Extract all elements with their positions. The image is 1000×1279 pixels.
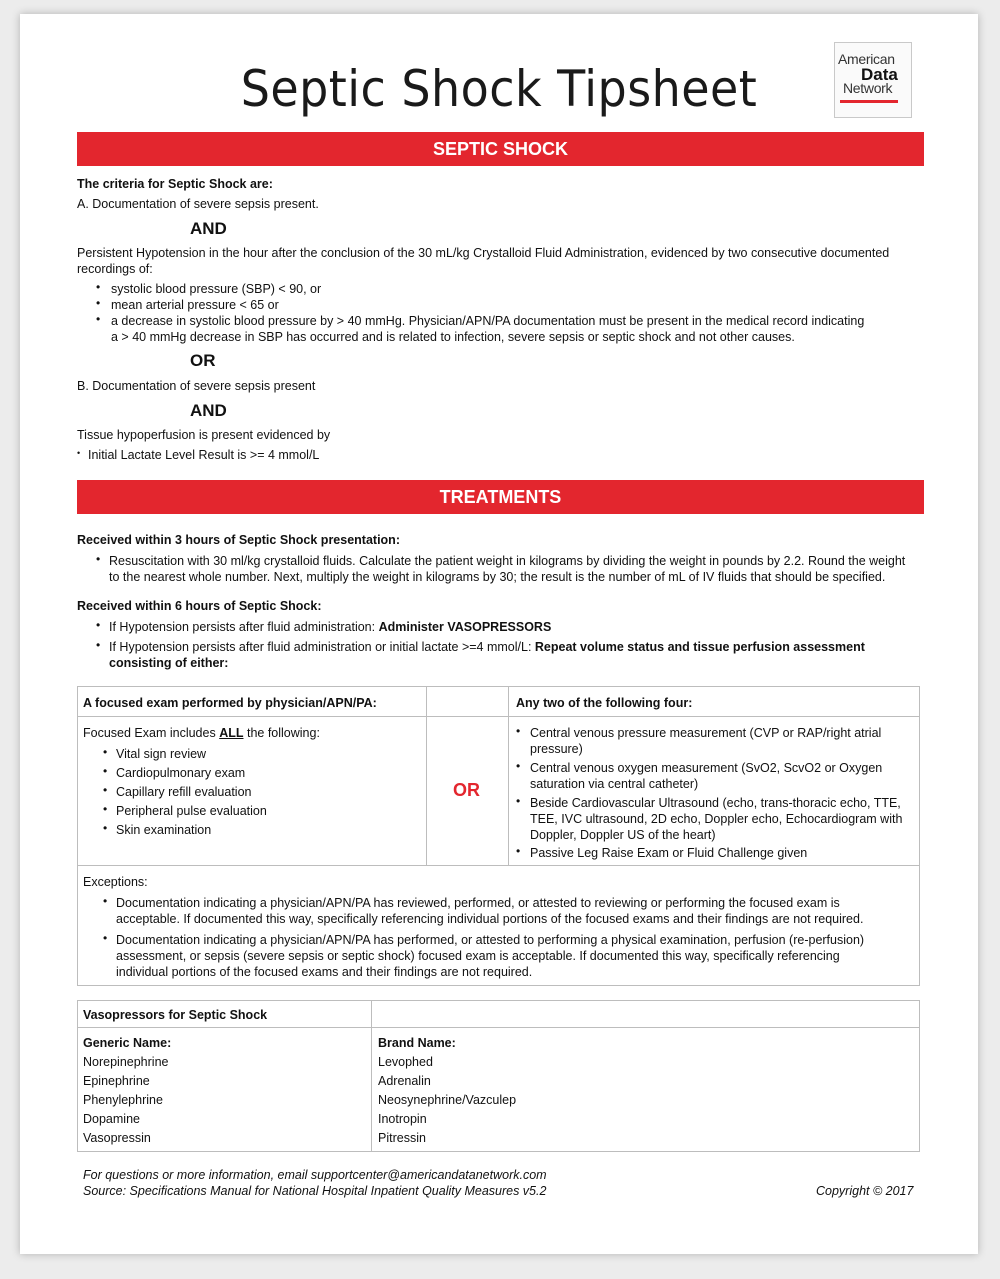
focused-exam-header: A focused exam performed by physician/APN/PA: (83, 696, 377, 710)
brand-name: Inotropin (378, 1112, 427, 1126)
or-1: OR (190, 351, 216, 370)
bullet-icon: • (77, 448, 81, 458)
and-2: AND (190, 401, 227, 420)
generic-name-header: Generic Name: (83, 1036, 172, 1050)
ultrasound-line-1: Beside Cardiovascular Ultrasound (echo, trans-thoracic echo, TTE, (530, 796, 901, 810)
exam-item: Skin examination (116, 823, 212, 837)
svo2-line-2: saturation via central catheter) (530, 777, 699, 791)
exception-2-line-2: assessment, or sepsis (severe sepsis or septic shock) focused exam is acceptable. If documented this way, specifically referencing (116, 949, 840, 963)
received-6-hours: Received within 6 hours of Septic Shock: (77, 599, 322, 613)
focused-exam-intro (83, 725, 320, 741)
bullet-icon: • (516, 724, 521, 738)
cvp-line-1: Central venous pressure measurement (CVP or RAP/right atrial (530, 726, 882, 740)
generic-name: Norepinephrine (83, 1055, 169, 1069)
lactate-bullet: Initial Lactate Level Result is >= 4 mmol/L (88, 448, 320, 462)
generic-name: Vasopressin (83, 1131, 151, 1145)
brand-name-header: Brand Name: (378, 1036, 456, 1050)
criteria-label: The criteria for Septic Shock are: (77, 177, 273, 191)
bullet-icon: • (96, 638, 101, 652)
administer-vasopressors: Administer VASOPRESSORS (378, 620, 552, 634)
repeat-assessment-bold-cont: consisting of either: (109, 656, 229, 670)
source-line: Source: Specifications Manual for National Hospital Inpatient Quality Measures v5.2 (83, 1184, 547, 1198)
tipsheet-page (20, 14, 978, 1254)
criteria-bullet-3: a decrease in systolic blood pressure by > 40 mmHg. Physician/APN/PA documentation must be present in the medical record indicating (111, 314, 865, 328)
repeat-assessment-bold: Repeat volume status and tissue perfusion assessment (534, 640, 865, 654)
table-divider (77, 1027, 920, 1028)
leg-raise-item: Passive Leg Raise Exam or Fluid Challenge given (530, 846, 808, 860)
treatments-heading: TREATMENTS (77, 480, 924, 514)
bullet-icon: • (103, 745, 108, 759)
logo-line-2: Data (861, 65, 898, 84)
bullet-icon: • (103, 783, 108, 797)
received-3-hours: Received within 3 hours of Septic Shock presentation: (77, 533, 400, 547)
exam-item: Cardiopulmonary exam (116, 766, 246, 780)
table-divider (77, 716, 920, 717)
bullet-icon: • (103, 931, 108, 945)
table-divider (508, 686, 509, 865)
ultrasound-line-3: Doppler, Doppler US of the heart) (530, 828, 716, 842)
criteria-b: B. Documentation of severe sepsis present (77, 379, 316, 393)
table-divider (371, 1000, 372, 1152)
bullet-icon: • (516, 759, 521, 773)
repeat-assessment-text: If Hypotension persists after fluid administration or initial lactate >=4 mmol/L: (109, 640, 535, 654)
vasopressor-table-title: Vasopressors for Septic Shock (83, 1008, 268, 1022)
criteria-bullet-3-cont: a > 40 mmHg decrease in SBP has occurred and is related to infection, severe sepsis or septic shock and not other causes. (111, 330, 795, 344)
bullet-icon: • (103, 764, 108, 778)
bullet-icon: • (516, 794, 521, 808)
logo-line-1: American (838, 51, 895, 67)
table-divider (426, 686, 427, 865)
exception-1-line-2: acceptable. If documented this way, specifically referencing individual portions of the focused exams and their findings are not required. (116, 912, 864, 926)
criteria-bullet-2: mean arterial pressure < 65 or (111, 298, 279, 312)
exam-item: Vital sign review (116, 747, 207, 761)
exception-2-line-1: Documentation indicating a physician/APN/PA has performed, or attested to performing a physical examination, perfusion (re-perfusion) (116, 933, 865, 947)
bullet-icon: • (103, 821, 108, 835)
tissue-hypoperfusion: Tissue hypoperfusion is present evidenced by (77, 428, 331, 442)
resuscitation-line-2: to the nearest whole number. Next, multiply the weight in kilograms by 30; the result is the number of mL of IV fluids that should be specified. (109, 570, 886, 584)
criteria-bullet-1: systolic blood pressure (SBP) < 90, or (111, 282, 322, 296)
exam-item: Peripheral pulse evaluation (116, 804, 267, 818)
table-divider (77, 865, 920, 866)
generic-name: Dopamine (83, 1112, 140, 1126)
vasopressor-bullet-text: If Hypotension persists after fluid administration: (109, 620, 379, 634)
page-title: Septic Shock Tipsheet (240, 60, 758, 118)
brand-name: Pitressin (378, 1131, 426, 1145)
persistent-line-2: recordings of: (77, 262, 153, 276)
repeat-assessment-bullet (109, 639, 865, 655)
bullet-icon: • (96, 552, 101, 566)
exam-item: Capillary refill evaluation (116, 785, 252, 799)
ultrasound-line-2: TEE, IVC ultrasound, 2D echo, Doppler echo, Echocardiogram with (530, 812, 903, 826)
vasopressor-bullet (109, 619, 551, 635)
logo-line-3: Network (843, 80, 893, 96)
cvp-line-2: pressure) (530, 742, 583, 756)
exception-2-line-3: individual portions of the focused exams and their findings are not required. (116, 965, 533, 979)
septic-shock-heading: SEPTIC SHOCK (77, 132, 924, 166)
persistent-line-1: Persistent Hypotension in the hour after the conclusion of the 30 mL/kg Crystalloid Fluid Administration, evidenced by two consecutive documented (77, 246, 890, 260)
bullet-icon: • (96, 312, 101, 326)
copyright: Copyright © 2017 (816, 1184, 914, 1198)
any-two-header: Any two of the following four: (516, 696, 693, 710)
logo-underline (840, 100, 898, 103)
brand-name: Levophed (378, 1055, 433, 1069)
brand-name: Neosynephrine/Vazculep (378, 1093, 517, 1107)
focused-exam-intro-pre: Focused Exam includes (83, 726, 220, 740)
exceptions-label: Exceptions: (83, 875, 148, 889)
brand-name: Adrenalin (378, 1074, 431, 1088)
focused-exam-all: ALL (219, 726, 244, 740)
and-1: AND (190, 219, 227, 238)
bullet-icon: • (96, 618, 101, 632)
bullet-icon: • (103, 802, 108, 816)
criteria-a: A. Documentation of severe sepsis present. (77, 197, 319, 211)
bullet-icon: • (516, 844, 521, 858)
focused-exam-intro-post: the following: (243, 726, 320, 740)
bullet-icon: • (103, 894, 108, 908)
svo2-line-1: Central venous oxygen measurement (SvO2, ScvO2 or Oxygen (530, 761, 883, 775)
resuscitation-line-1: Resuscitation with 30 ml/kg crystalloid fluids. Calculate the patient weight in kilograms by dividing the weight in pounds by 2.2. Round the weight (109, 554, 906, 568)
generic-name: Epinephrine (83, 1074, 150, 1088)
bullet-icon: • (96, 280, 101, 294)
or-separator: OR (453, 780, 480, 800)
contact-line: For questions or more information, email supportcenter@americandatanetwork.com (83, 1168, 547, 1182)
exception-1-line-1: Documentation indicating a physician/APN/PA has reviewed, performed, or attested to reviewing or performing the focused exam is (116, 896, 840, 910)
bullet-icon: • (96, 296, 101, 310)
generic-name: Phenylephrine (83, 1093, 163, 1107)
american-data-network-logo (834, 42, 912, 118)
